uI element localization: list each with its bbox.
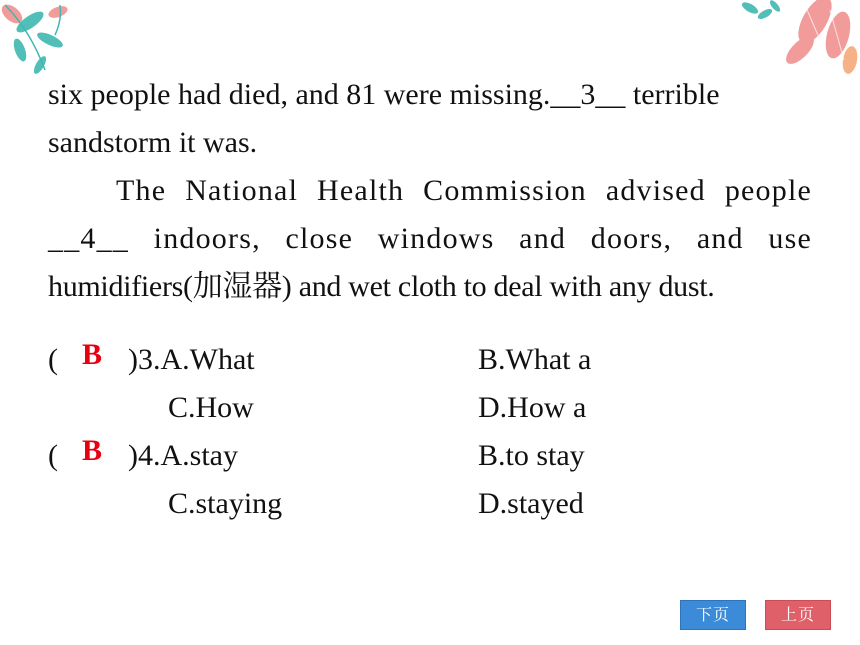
answer-mark: B <box>82 338 103 371</box>
option-c: C.staying <box>168 487 283 520</box>
option-b: B.to stay <box>478 439 585 472</box>
open-paren: ( <box>48 439 58 472</box>
open-paren: ( <box>48 343 58 376</box>
passage-line-3: The National Health Commission advised people <box>116 174 812 207</box>
next-page-button[interactable]: 下页 <box>680 600 746 630</box>
previous-page-button[interactable]: 上页 <box>765 600 831 630</box>
passage-line-1: six people had died, and 81 were missing.__3__ terrible <box>48 78 720 111</box>
passage-line-2: sandstorm it was. <box>48 126 258 159</box>
question-number-option-a: )3.A.What <box>128 343 255 376</box>
option-b: B.What a <box>478 343 592 376</box>
passage-line-4: __4__ indoors, close windows and doors, and use <box>48 222 812 255</box>
option-d: D.stayed <box>478 487 584 520</box>
passage-paragraph-1 <box>48 71 812 167</box>
question-number-option-a: )4.A.stay <box>128 439 238 472</box>
answer-mark: B <box>82 434 103 467</box>
option-c: C.How <box>168 391 254 424</box>
option-d: D.How a <box>478 391 587 424</box>
passage-paragraph-2 <box>48 167 812 311</box>
passage-line-5: humidifiers(加湿器) and wet cloth to deal with any dust. <box>48 270 715 303</box>
